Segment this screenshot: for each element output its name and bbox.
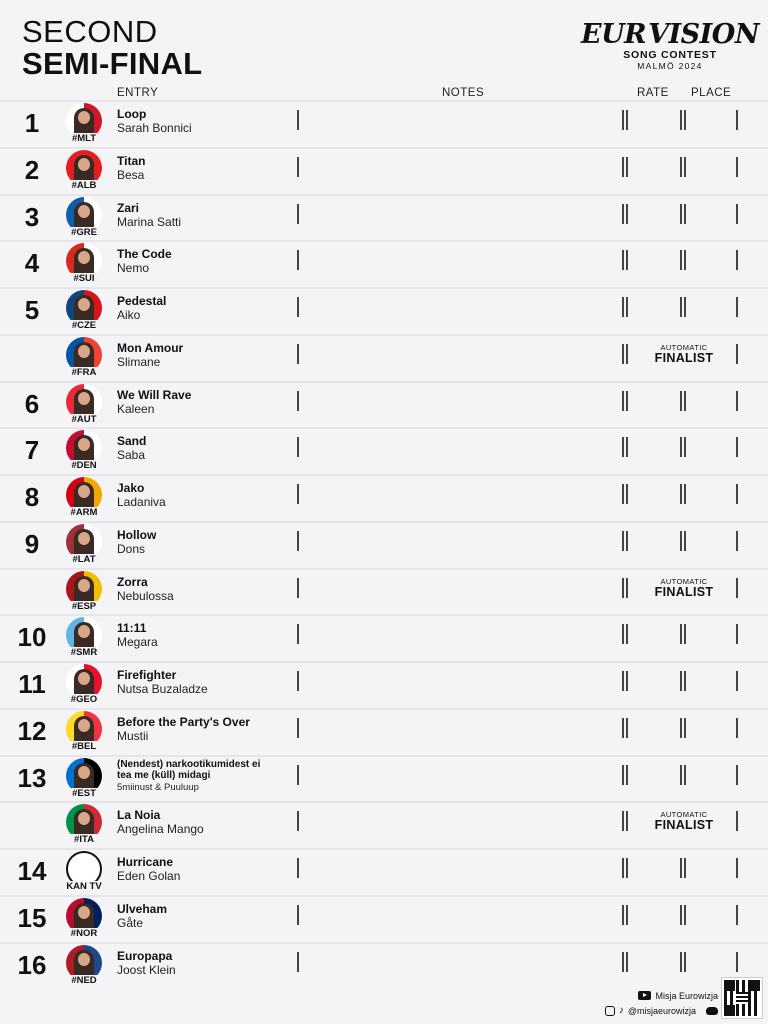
entry-row (0, 568, 768, 615)
divider-line (684, 531, 686, 551)
song-title: Titan (117, 153, 146, 168)
column-header-notes: NOTES (442, 87, 485, 99)
divider-line (626, 952, 628, 972)
country-code-tag: #CZE (62, 320, 106, 331)
divider-line (736, 858, 738, 878)
artist-name: Nemo (117, 261, 150, 276)
song-title: 11:11 (117, 621, 147, 636)
entry-row (0, 474, 768, 521)
entry-row (0, 427, 768, 474)
song-title: Hollow (117, 527, 157, 542)
divider-line (626, 858, 628, 878)
eurovision-logo (581, 19, 759, 71)
artist-name: Eden Golan (117, 869, 181, 883)
divider-line (622, 484, 624, 504)
divider-line (622, 531, 624, 551)
divider-line (297, 437, 299, 457)
country-code-tag: #NOR (62, 928, 106, 939)
artist-name: Nutsa Buzaladze (117, 682, 208, 696)
entry-row (0, 147, 768, 194)
country-code-tag: #SUI (62, 273, 106, 284)
automatic-label: AUTOMATIC (660, 810, 708, 820)
running-order-number: 10 (17, 622, 47, 653)
divider-line (622, 671, 624, 691)
country-code-tag: #NED (62, 975, 106, 986)
divider-line (684, 718, 686, 738)
divider-line (626, 344, 628, 364)
divider-line (297, 718, 299, 738)
divider-line (297, 204, 299, 224)
entry-row (0, 240, 768, 287)
divider-line (680, 952, 682, 972)
divider-line (297, 811, 299, 831)
running-order-number: 13 (17, 762, 47, 793)
divider-line (622, 204, 624, 224)
entry-row (0, 334, 768, 381)
running-order-number: 11 (18, 669, 46, 699)
logo-subtitle: SONG CONTEST (623, 49, 717, 61)
divider-line (684, 765, 686, 785)
divider-line (684, 391, 686, 411)
running-order-number: 7 (24, 435, 40, 466)
divider-line (684, 110, 686, 130)
divider-line (622, 765, 624, 785)
divider-line (626, 484, 628, 504)
divider-line (736, 204, 738, 224)
divider-line (297, 250, 299, 270)
divider-line (684, 858, 686, 878)
divider-line (622, 578, 624, 598)
divider-line (622, 391, 624, 411)
divider-line (622, 858, 624, 878)
youtube-channel[interactable]: Misja Eurowizja (655, 990, 718, 1001)
title-semi-final: SEMI-FINAL (22, 46, 203, 81)
song-title: We Will Rave (117, 387, 192, 402)
divider-line (736, 765, 738, 785)
country-code-tag: #ARM (62, 507, 106, 518)
entry-row (0, 100, 768, 147)
divider-line (297, 110, 299, 130)
song-title: Firefighter (117, 668, 177, 682)
divider-line (297, 671, 299, 691)
divider-line (626, 250, 628, 270)
divider-line (680, 110, 682, 130)
song-title: Hurricane (117, 855, 174, 869)
artist-name: Aiko (117, 308, 141, 322)
song-title: The Code (117, 247, 172, 262)
discord-icon (706, 1007, 718, 1015)
automatic-finalist-label (630, 343, 738, 365)
divider-line (736, 484, 738, 504)
divider-line (626, 531, 628, 551)
divider-line (297, 484, 299, 504)
country-code-tag: #GEO (62, 694, 106, 705)
divider-line (736, 905, 738, 925)
running-order-number: 9 (24, 528, 40, 559)
entry-row (0, 942, 768, 989)
entry-row (0, 755, 768, 802)
logo-word-left: EUR (581, 19, 647, 50)
entry-row (0, 708, 768, 755)
entry-row (0, 661, 768, 708)
divider-line (684, 297, 686, 317)
divider-line (622, 952, 624, 972)
country-code-tag: #FRA (62, 367, 106, 378)
running-order-number: 5 (24, 295, 40, 325)
divider-line (736, 718, 738, 738)
artist-name: Ladaniva (117, 495, 166, 509)
divider-line (680, 718, 682, 738)
divider-line (622, 157, 624, 177)
divider-line (626, 391, 628, 411)
divider-line (680, 905, 682, 925)
instagram-icon (605, 1006, 615, 1016)
divider-line (622, 110, 624, 130)
country-code-tag: #EST (62, 788, 106, 799)
running-order-number: 8 (24, 482, 40, 512)
country-code-tag: #BEL (62, 741, 106, 752)
running-order-number: 2 (24, 154, 40, 185)
divider-line (680, 624, 682, 644)
tiktok-icon: ♪ (618, 1004, 624, 1016)
divider-line (736, 624, 738, 644)
divider-line (684, 157, 686, 177)
entry-row (0, 895, 768, 942)
title-second: SECOND (22, 14, 158, 49)
divider-line (622, 905, 624, 925)
divider-line (626, 718, 628, 738)
divider-line (297, 344, 299, 364)
divider-line (622, 624, 624, 644)
divider-line (626, 671, 628, 691)
divider-line (736, 671, 738, 691)
entry-row (0, 521, 768, 568)
artist-name: Joost Klein (117, 962, 176, 977)
automatic-label: AUTOMATIC (660, 342, 708, 352)
divider-line (626, 811, 628, 831)
song-title: Sand (117, 434, 147, 449)
running-order-number: 15 (17, 902, 47, 933)
divider-line (736, 157, 738, 177)
divider-line (626, 765, 628, 785)
running-order-number: 1 (24, 108, 40, 138)
divider-line (684, 484, 686, 504)
divider-line (680, 297, 682, 317)
divider-line (736, 110, 738, 130)
divider-line (684, 905, 686, 925)
running-order-number: 12 (17, 715, 47, 746)
divider-line (680, 391, 682, 411)
divider-line (626, 157, 628, 177)
divider-line (626, 297, 628, 317)
column-header-place: PLACE (691, 87, 732, 99)
artist-name: Angelina Mango (117, 822, 204, 837)
divider-line (736, 391, 738, 411)
divider-line (626, 204, 628, 224)
song-title: Jako (117, 481, 145, 495)
artist-name: Slimane (117, 354, 161, 369)
country-code-tag: #ESP (62, 601, 106, 612)
divider-line (736, 297, 738, 317)
divider-line (680, 204, 682, 224)
divider-line (297, 297, 299, 317)
column-header-entry: ENTRY (117, 87, 159, 99)
divider-line (684, 671, 686, 691)
artist-name: Megara (117, 635, 158, 650)
divider-line (622, 718, 624, 738)
artist-name: Kaleen (117, 401, 155, 416)
divider-line (684, 204, 686, 224)
divider-line (680, 765, 682, 785)
artist-name: Sarah Bonnici (117, 121, 192, 135)
country-code-tag: #ITA (62, 834, 106, 845)
divider-line (622, 811, 624, 831)
divider-line (297, 905, 299, 925)
divider-line (297, 858, 299, 878)
divider-line (626, 905, 628, 925)
divider-line (297, 391, 299, 411)
running-order-number: 14 (17, 856, 47, 886)
divider-line (297, 765, 299, 785)
artist-name: Besa (117, 167, 145, 182)
artist-name: Gåte (117, 915, 144, 930)
running-order-number: 6 (24, 388, 40, 419)
artist-name: Nebulossa (117, 588, 174, 603)
country-code-tag: #ALB (62, 180, 106, 191)
artist-name: 5miinust & Puuluup (117, 781, 199, 793)
divider-line (297, 531, 299, 551)
country-code-tag: KAN TV (62, 881, 106, 892)
song-title: Mon Amour (117, 340, 184, 355)
divider-line (626, 110, 628, 130)
divider-line (626, 624, 628, 644)
footer (605, 988, 718, 1018)
automatic-finalist-label (630, 810, 738, 832)
entry-row (0, 381, 768, 428)
country-code-tag: #AUT (62, 414, 106, 425)
song-title: (Nendest) narkootikumidest ei tea me (küll) midagi (117, 758, 261, 781)
running-order-number: 16 (17, 949, 47, 980)
entry-row (0, 614, 768, 661)
divider-line (684, 952, 686, 972)
divider-line (622, 297, 624, 317)
divider-line (297, 952, 299, 972)
artist-name: Marina Satti (117, 214, 182, 229)
divider-line (736, 250, 738, 270)
automatic-label: AUTOMATIC (660, 576, 708, 586)
logo-location: MALMÖ 2024 (637, 61, 703, 71)
logo-word-right: VISION (648, 19, 759, 50)
artist-name: Mustii (117, 728, 149, 743)
divider-line (680, 437, 682, 457)
song-title: Ulveham (117, 901, 168, 916)
entry-row (0, 287, 768, 334)
song-title: Zorra (117, 574, 148, 589)
divider-line (680, 671, 682, 691)
divider-line (622, 437, 624, 457)
entry-row (0, 848, 768, 895)
divider-line (680, 157, 682, 177)
divider-line (297, 578, 299, 598)
column-header-rate: RATE (637, 87, 669, 99)
divider-line (684, 624, 686, 644)
song-title: Loop (117, 107, 147, 121)
country-code-tag: #DEN (62, 460, 106, 471)
entry-row (0, 801, 768, 848)
running-order-number: 3 (24, 201, 40, 232)
finalist-label: FINALIST (654, 584, 714, 599)
artist-name: Saba (117, 448, 146, 463)
divider-line (622, 344, 624, 364)
divider-line (736, 531, 738, 551)
artist-name: Dons (117, 541, 146, 556)
youtube-icon (638, 991, 651, 1000)
country-code-tag: #SMR (62, 647, 106, 658)
divider-line (684, 437, 686, 457)
divider-line (626, 578, 628, 598)
country-code-tag: #MLT (62, 133, 106, 144)
divider-line (736, 437, 738, 457)
song-title: Before the Party's Over (117, 714, 250, 729)
divider-line (626, 437, 628, 457)
automatic-finalist-label (630, 577, 738, 599)
divider-line (680, 250, 682, 270)
social-handle[interactable]: @misjaeurowizja (627, 1005, 696, 1016)
song-title: Europapa (117, 948, 173, 963)
running-order-number: 4 (24, 248, 40, 279)
divider-line (736, 952, 738, 972)
song-title: Pedestal (117, 294, 167, 308)
divider-line (622, 250, 624, 270)
finalist-label: FINALIST (654, 350, 714, 365)
country-code-tag: #GRE (62, 227, 106, 238)
finalist-label: FINALIST (654, 818, 714, 833)
country-code-tag: #LAT (62, 554, 106, 565)
divider-line (680, 858, 682, 878)
divider-line (297, 157, 299, 177)
song-title: Zari (117, 200, 140, 215)
divider-line (684, 250, 686, 270)
qr-code[interactable] (722, 978, 762, 1018)
divider-line (680, 531, 682, 551)
divider-line (680, 484, 682, 504)
song-title: La Noia (117, 808, 161, 823)
entry-list (0, 100, 768, 988)
divider-line (297, 624, 299, 644)
entry-row (0, 194, 768, 241)
